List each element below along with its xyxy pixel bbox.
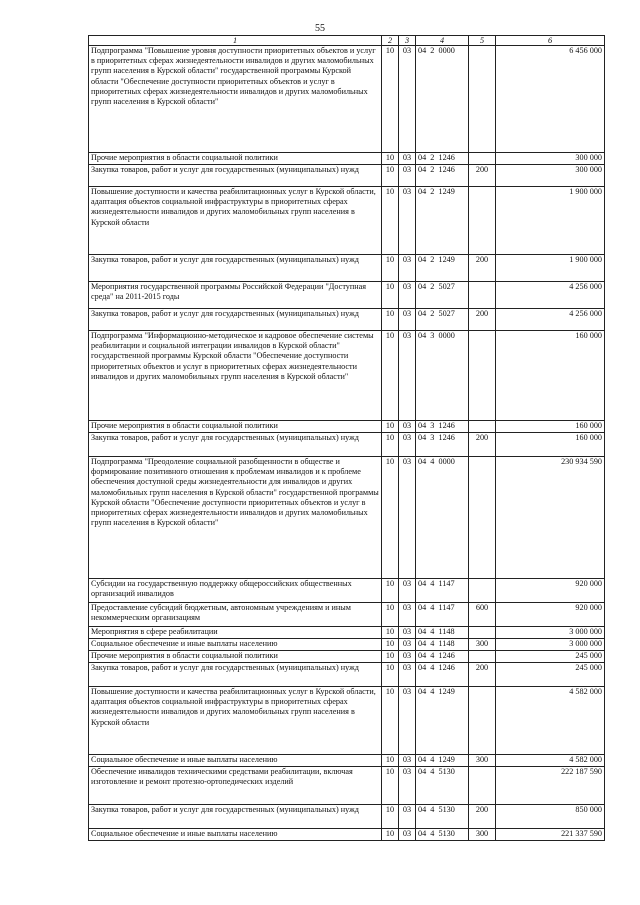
cell-section-code: 10: [382, 46, 399, 153]
cell-item-name: Закупка товаров, работ и услуг для государственных (муниципальных) нужд: [89, 663, 382, 687]
cell-subsection-code: 03: [399, 805, 416, 829]
cell-subsection-code: 03: [399, 309, 416, 331]
cell-section-code: 10: [382, 767, 399, 805]
cell-amount: 4 582 000: [496, 755, 605, 767]
cell-subsection-code: 03: [399, 331, 416, 421]
table-header-row: [89, 36, 605, 46]
cell-subsection-code: 03: [399, 282, 416, 309]
cell-subsection-code: 03: [399, 651, 416, 663]
table-row: [89, 829, 605, 841]
cell-expense-type: [469, 187, 496, 255]
cell-amount: 4 256 000: [496, 309, 605, 331]
cell-item-name: Подпрограмма "Повышение уровня доступности приоритетных объектов и услуг в приоритетных сферах жизнедеятельности инвалидов и других маломобильных групп населения в Курской области" государственной программы Курской области "Обеспечение доступности приоритетных объектов и услуг в приоритетных сферах жизнедеятельности инвалидов и других маломобильных групп населения в Курской области": [89, 46, 382, 153]
table-row: [89, 603, 605, 627]
cell-item-name: Закупка товаров, работ и услуг для государственных (муниципальных) нужд: [89, 433, 382, 457]
cell-amount: 920 000: [496, 603, 605, 627]
table-row: [89, 282, 605, 309]
cell-section-code: 10: [382, 457, 399, 579]
table-row: [89, 579, 605, 603]
cell-expense-type: 200: [469, 663, 496, 687]
cell-expense-type: [469, 457, 496, 579]
cell-section-code: 10: [382, 639, 399, 651]
table-row: [89, 687, 605, 755]
cell-subsection-code: 03: [399, 165, 416, 187]
cell-target-code: 04 2 1249: [416, 187, 469, 255]
cell-amount: 300 000: [496, 153, 605, 165]
cell-amount: 850 000: [496, 805, 605, 829]
table-row: [89, 153, 605, 165]
cell-section-code: 10: [382, 805, 399, 829]
cell-subsection-code: 03: [399, 663, 416, 687]
cell-section-code: 10: [382, 627, 399, 639]
table-row: [89, 46, 605, 153]
cell-section-code: 10: [382, 829, 399, 841]
cell-item-name: Подпрограмма "Преодоление социальной разобщенности в обществе и формирование позитивного отношения к проблемам инвалидов и к проблеме обеспечения доступной среды жизнедеятельности для инвалидов и других маломобильных групп населения в Курской области" государственной программы Курской области "Обеспечение доступности приоритетных объектов и услуг в приоритетных сферах жизнедеятельности инвалидов и других маломобильных групп населения в Курской области": [89, 457, 382, 579]
cell-section-code: 10: [382, 579, 399, 603]
cell-amount: 920 000: [496, 579, 605, 603]
cell-amount: 1 900 000: [496, 255, 605, 282]
cell-item-name: Предоставление субсидий бюджетным, автономным учреждениям и иным некоммерческим организациям: [89, 603, 382, 627]
cell-expense-type: 300: [469, 639, 496, 651]
cell-subsection-code: 03: [399, 187, 416, 255]
cell-item-name: Мероприятия в сфере реабилитации: [89, 627, 382, 639]
cell-subsection-code: 03: [399, 579, 416, 603]
cell-item-name: Закупка товаров, работ и услуг для государственных (муниципальных) нужд: [89, 309, 382, 331]
cell-expense-type: [469, 687, 496, 755]
cell-target-code: 04 4 1148: [416, 639, 469, 651]
cell-target-code: 04 3 0000: [416, 331, 469, 421]
cell-section-code: 10: [382, 603, 399, 627]
cell-amount: 245 000: [496, 663, 605, 687]
cell-section-code: 10: [382, 331, 399, 421]
cell-section-code: 10: [382, 663, 399, 687]
cell-item-name: Обеспечение инвалидов техническими средствами реабилитации, включая изготовление и ремонт протезно-ортопедических изделий: [89, 767, 382, 805]
cell-expense-type: [469, 46, 496, 153]
cell-expense-type: [469, 579, 496, 603]
table-row: [89, 663, 605, 687]
cell-target-code: 04 2 5027: [416, 282, 469, 309]
cell-amount: 3 000 000: [496, 639, 605, 651]
cell-amount: 4 256 000: [496, 282, 605, 309]
cell-item-name: Социальное обеспечение и иные выплаты населению: [89, 755, 382, 767]
cell-expense-type: [469, 421, 496, 433]
cell-amount: 4 582 000: [496, 687, 605, 755]
cell-amount: 300 000: [496, 165, 605, 187]
cell-amount: 160 000: [496, 433, 605, 457]
cell-subsection-code: 03: [399, 255, 416, 282]
cell-amount: 245 000: [496, 651, 605, 663]
cell-section-code: 10: [382, 309, 399, 331]
cell-item-name: Прочие мероприятия в области социальной политики: [89, 421, 382, 433]
cell-target-code: 04 4 1249: [416, 755, 469, 767]
cell-target-code: 04 3 1246: [416, 433, 469, 457]
budget-table: [88, 35, 605, 841]
cell-section-code: 10: [382, 433, 399, 457]
header-col-1: 1: [89, 36, 382, 46]
cell-expense-type: 200: [469, 805, 496, 829]
cell-subsection-code: 03: [399, 433, 416, 457]
cell-item-name: Закупка товаров, работ и услуг для государственных (муниципальных) нужд: [89, 165, 382, 187]
cell-expense-type: 200: [469, 165, 496, 187]
cell-amount: 6 456 000: [496, 46, 605, 153]
cell-item-name: Закупка товаров, работ и услуг для государственных (муниципальных) нужд: [89, 255, 382, 282]
cell-section-code: 10: [382, 651, 399, 663]
cell-item-name: Закупка товаров, работ и услуг для государственных (муниципальных) нужд: [89, 805, 382, 829]
cell-target-code: 04 4 5130: [416, 805, 469, 829]
cell-target-code: 04 2 1246: [416, 153, 469, 165]
cell-expense-type: [469, 627, 496, 639]
cell-target-code: 04 2 1246: [416, 165, 469, 187]
table-row: [89, 421, 605, 433]
cell-section-code: 10: [382, 755, 399, 767]
table-row: [89, 457, 605, 579]
cell-amount: 160 000: [496, 421, 605, 433]
cell-expense-type: [469, 282, 496, 309]
cell-target-code: 04 4 1249: [416, 687, 469, 755]
cell-expense-type: 200: [469, 255, 496, 282]
cell-target-code: 04 4 1246: [416, 663, 469, 687]
cell-target-code: 04 4 1246: [416, 651, 469, 663]
cell-amount: 222 187 590: [496, 767, 605, 805]
table-row: [89, 309, 605, 331]
cell-subsection-code: 03: [399, 755, 416, 767]
cell-target-code: 04 4 1148: [416, 627, 469, 639]
header-col-3: 3: [399, 36, 416, 46]
cell-item-name: Мероприятия государственной программы Российской Федерации "Доступная среда" на 2011-2015 годы: [89, 282, 382, 309]
cell-amount: 1 900 000: [496, 187, 605, 255]
cell-section-code: 10: [382, 187, 399, 255]
cell-section-code: 10: [382, 153, 399, 165]
table-row: [89, 767, 605, 805]
cell-expense-type: [469, 767, 496, 805]
cell-section-code: 10: [382, 687, 399, 755]
cell-expense-type: [469, 331, 496, 421]
cell-subsection-code: 03: [399, 829, 416, 841]
cell-item-name: Прочие мероприятия в области социальной политики: [89, 153, 382, 165]
cell-expense-type: 300: [469, 755, 496, 767]
cell-expense-type: [469, 153, 496, 165]
cell-item-name: Социальное обеспечение и иные выплаты населению: [89, 639, 382, 651]
cell-expense-type: 200: [469, 433, 496, 457]
cell-item-name: Повышение доступности и качества реабилитационных услуг в Курской области, адаптация объектов социальной инфраструктуры в приоритетных сферах жизнедеятельности инвалидов и других маломобильных групп населения в Курской области: [89, 687, 382, 755]
cell-section-code: 10: [382, 255, 399, 282]
cell-expense-type: 200: [469, 309, 496, 331]
cell-expense-type: 600: [469, 603, 496, 627]
table-row: [89, 755, 605, 767]
header-col-5: 5: [469, 36, 496, 46]
cell-expense-type: [469, 651, 496, 663]
cell-item-name: Прочие мероприятия в области социальной политики: [89, 651, 382, 663]
cell-amount: 3 000 000: [496, 627, 605, 639]
cell-target-code: 04 4 0000: [416, 457, 469, 579]
table-row: [89, 255, 605, 282]
cell-target-code: 04 4 1147: [416, 603, 469, 627]
cell-target-code: 04 3 1246: [416, 421, 469, 433]
table-row: [89, 651, 605, 663]
cell-amount: 221 337 590: [496, 829, 605, 841]
page-number: 55: [315, 23, 325, 34]
cell-subsection-code: 03: [399, 627, 416, 639]
cell-subsection-code: 03: [399, 639, 416, 651]
table-row: [89, 187, 605, 255]
cell-subsection-code: 03: [399, 46, 416, 153]
header-col-6: 6: [496, 36, 605, 46]
cell-subsection-code: 03: [399, 767, 416, 805]
cell-amount: 230 934 590: [496, 457, 605, 579]
table-row: [89, 433, 605, 457]
cell-subsection-code: 03: [399, 603, 416, 627]
cell-target-code: 04 4 5130: [416, 829, 469, 841]
cell-expense-type: 300: [469, 829, 496, 841]
header-col-2: 2: [382, 36, 399, 46]
cell-item-name: Подпрограмма "Информационно-методическое и кадровое обеспечение системы реабилитации и социальной интеграции инвалидов в Курской области" государственной программы Курской области "Обеспечение доступности приоритетных объектов и услуг в приоритетных сферах жизнедеятельности инвалидов и других маломобильных групп населения в Курской области": [89, 331, 382, 421]
cell-section-code: 10: [382, 282, 399, 309]
cell-target-code: 04 4 5130: [416, 767, 469, 805]
cell-subsection-code: 03: [399, 153, 416, 165]
table-row: [89, 627, 605, 639]
table-row: [89, 639, 605, 651]
cell-subsection-code: 03: [399, 421, 416, 433]
cell-target-code: 04 2 0000: [416, 46, 469, 153]
cell-item-name: Повышение доступности и качества реабилитационных услуг в Курской области, адаптация объектов социальной инфраструктуры в приоритетных сферах жизнедеятельности инвалидов и других маломобильных групп населения в Курской области: [89, 187, 382, 255]
table-row: [89, 805, 605, 829]
table-row: [89, 331, 605, 421]
cell-item-name: Социальное обеспечение и иные выплаты населению: [89, 829, 382, 841]
cell-amount: 160 000: [496, 331, 605, 421]
cell-subsection-code: 03: [399, 687, 416, 755]
cell-target-code: 04 2 1249: [416, 255, 469, 282]
header-col-4: 4: [416, 36, 469, 46]
cell-target-code: 04 2 5027: [416, 309, 469, 331]
cell-section-code: 10: [382, 421, 399, 433]
cell-subsection-code: 03: [399, 457, 416, 579]
cell-target-code: 04 4 1147: [416, 579, 469, 603]
cell-item-name: Субсидии на государственную поддержку общероссийских общественных организаций инвалидов: [89, 579, 382, 603]
cell-section-code: 10: [382, 165, 399, 187]
table-row: [89, 165, 605, 187]
